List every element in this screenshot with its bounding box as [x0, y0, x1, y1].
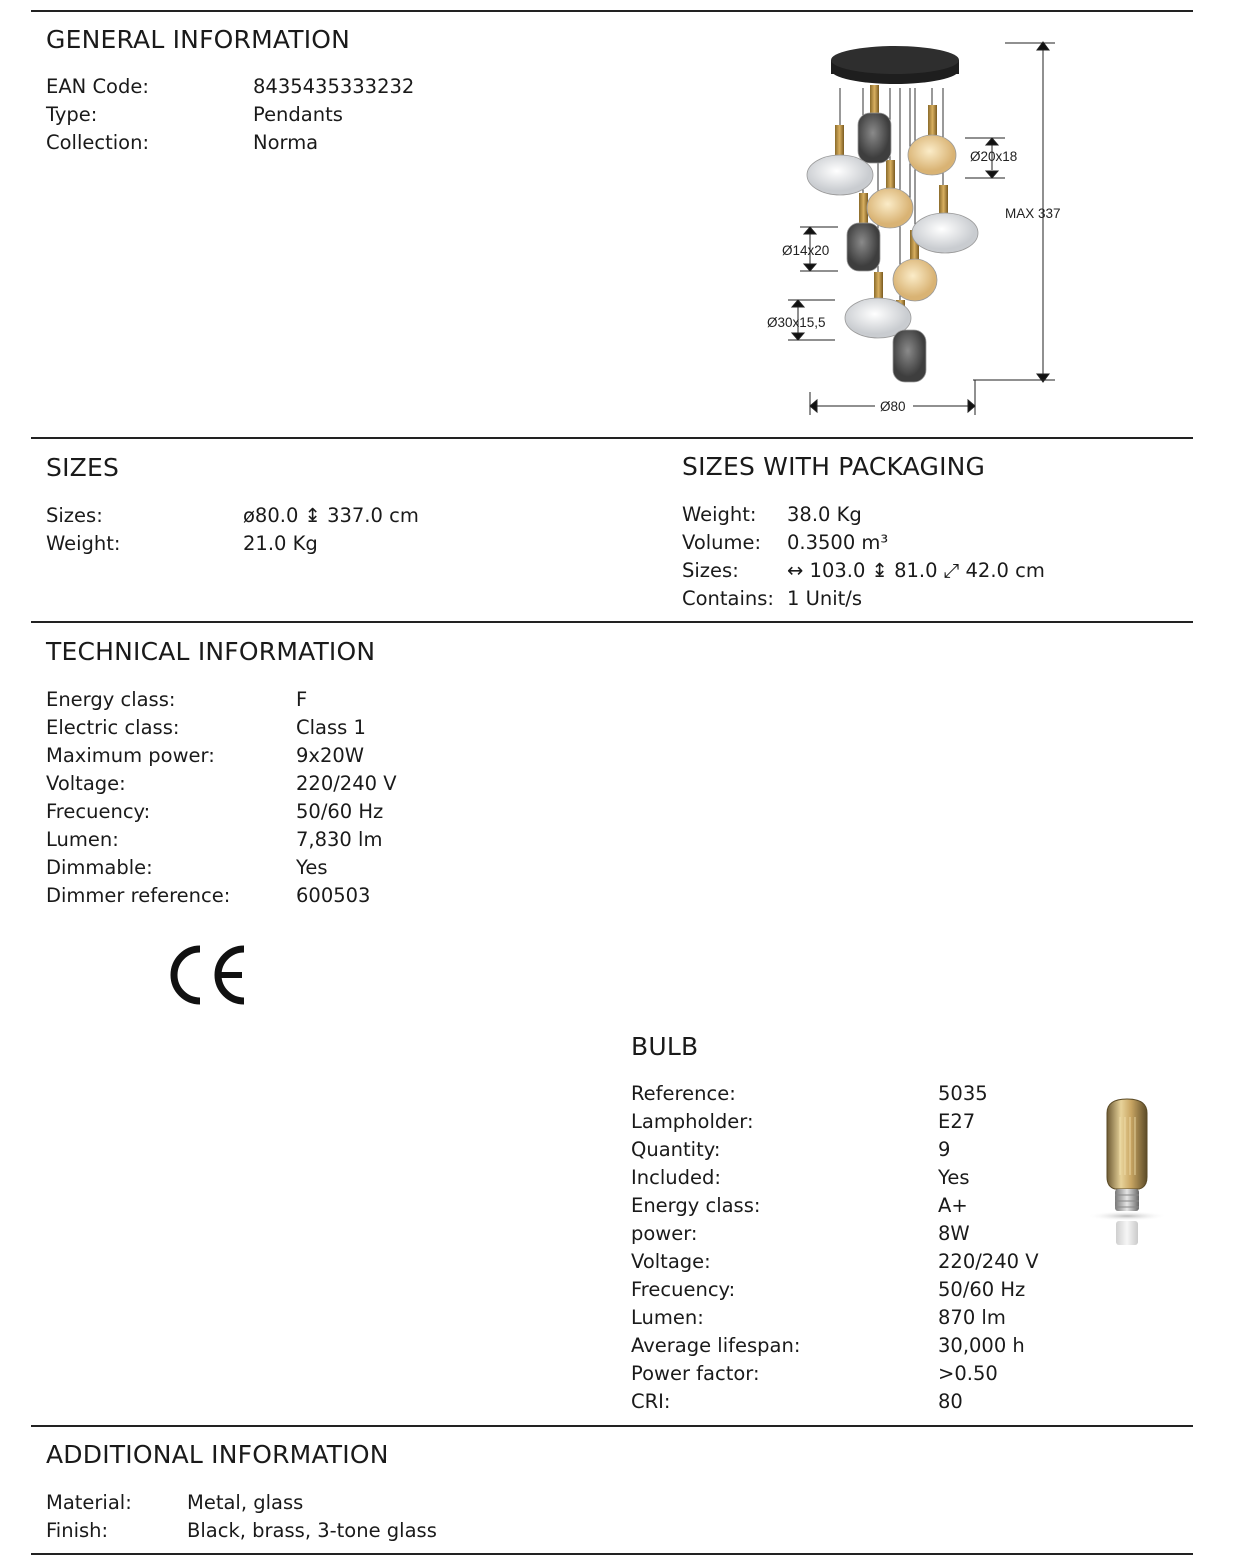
divider-sizes	[31, 437, 1193, 439]
additional-label: Finish:	[46, 1519, 109, 1542]
technical-label: Voltage:	[46, 772, 126, 795]
general-label: Collection:	[46, 131, 150, 154]
technical-value: 9x20W	[296, 744, 365, 767]
sizes-value: ø80.0 ↨ 337.0 cm	[243, 504, 419, 527]
technical-label: Energy class:	[46, 688, 176, 711]
technical-label: Lumen:	[46, 828, 119, 851]
general-value: 8435435333232	[253, 75, 415, 98]
technical-value: 220/240 V	[296, 772, 397, 795]
bulb-value: Yes	[938, 1166, 970, 1189]
bulb-label: power:	[631, 1222, 698, 1245]
bulb-value: A+	[938, 1194, 968, 1217]
product-drawing	[760, 30, 1090, 425]
bulb-value: 8W	[938, 1222, 970, 1245]
dim-shade-top-label: Ø20x18	[970, 149, 1018, 164]
packaging-label: Contains:	[682, 587, 775, 610]
technical-label: Electric class:	[46, 716, 180, 739]
technical-label: Dimmable:	[46, 856, 153, 879]
bulb-label: Lampholder:	[631, 1110, 754, 1133]
technical-title: TECHNICAL INFORMATION	[46, 637, 376, 666]
additional-value: Black, brass, 3-tone glass	[187, 1519, 437, 1542]
bulb-value: 50/60 Hz	[938, 1278, 1026, 1301]
ce-mark-icon	[170, 943, 250, 1007]
sizes-label: Sizes:	[46, 504, 103, 527]
general-value: Pendants	[253, 103, 343, 126]
packaging-value: 1 Unit/s	[787, 587, 863, 610]
bulb-image	[1085, 1095, 1170, 1250]
technical-label: Dimmer reference:	[46, 884, 231, 907]
bulb-value: 9	[938, 1138, 951, 1161]
bulb-label: Included:	[631, 1166, 721, 1189]
bulb-label: Average lifespan:	[631, 1334, 801, 1357]
general-value: Norma	[253, 131, 319, 154]
additional-label: Material:	[46, 1491, 132, 1514]
packaging-value: ↔ 103.0 ↨ 81.0 ⤢ 42.0 cm	[787, 559, 1045, 582]
dim-max-label: MAX 337	[1005, 206, 1061, 221]
packaging-label: Volume:	[682, 531, 762, 554]
additional-value: Metal, glass	[187, 1491, 304, 1514]
bulb-label: Frecuency:	[631, 1278, 736, 1301]
packaging-value: 38.0 Kg	[787, 503, 862, 526]
additional-title: ADDITIONAL INFORMATION	[46, 1440, 389, 1469]
bulb-label: Energy class:	[631, 1194, 761, 1217]
technical-label: Maximum power:	[46, 744, 215, 767]
technical-label: Frecuency:	[46, 800, 151, 823]
dim-shade-low-label: Ø30x15,5	[767, 315, 826, 330]
divider-technical	[31, 621, 1193, 623]
bulb-label: Lumen:	[631, 1306, 704, 1329]
general-title: GENERAL INFORMATION	[46, 25, 351, 54]
bulb-value: E27	[938, 1110, 976, 1133]
technical-value: 600503	[296, 884, 371, 907]
bulb-label: Voltage:	[631, 1250, 711, 1273]
bulb-value: 80	[938, 1390, 963, 1413]
sizes-label: Weight:	[46, 532, 121, 555]
bulb-value: 30,000 h	[938, 1334, 1025, 1357]
bulb-value: 870 lm	[938, 1306, 1006, 1329]
bulb-value: 220/240 V	[938, 1250, 1039, 1273]
bulb-value: 5035	[938, 1082, 988, 1105]
technical-value: F	[296, 688, 308, 711]
bulb-label: Reference:	[631, 1082, 736, 1105]
bulb-label: CRI:	[631, 1390, 671, 1413]
sizes-value: 21.0 Kg	[243, 532, 318, 555]
packaging-value: 0.3500 m³	[787, 531, 889, 554]
sizes-title: SIZES	[46, 453, 120, 482]
divider-additional	[31, 1425, 1193, 1427]
bulb-label: Power factor:	[631, 1362, 760, 1385]
technical-value: 50/60 Hz	[296, 800, 384, 823]
packaging-label: Weight:	[682, 503, 757, 526]
technical-value: 7,830 lm	[296, 828, 383, 851]
general-label: Type:	[46, 103, 98, 126]
bulb-title: BULB	[631, 1032, 699, 1061]
divider-top	[31, 10, 1193, 12]
dim-shade-mid-label: Ø14x20	[782, 243, 830, 258]
bulb-label: Quantity:	[631, 1138, 721, 1161]
packaging-label: Sizes:	[682, 559, 739, 582]
general-label: EAN Code:	[46, 75, 149, 98]
technical-value: Yes	[296, 856, 328, 879]
bulb-value: >0.50	[938, 1362, 998, 1385]
technical-value: Class 1	[296, 716, 366, 739]
packaging-title: SIZES WITH PACKAGING	[682, 452, 986, 481]
dim-base-label: Ø80	[880, 399, 906, 414]
divider-bottom	[31, 1553, 1193, 1555]
